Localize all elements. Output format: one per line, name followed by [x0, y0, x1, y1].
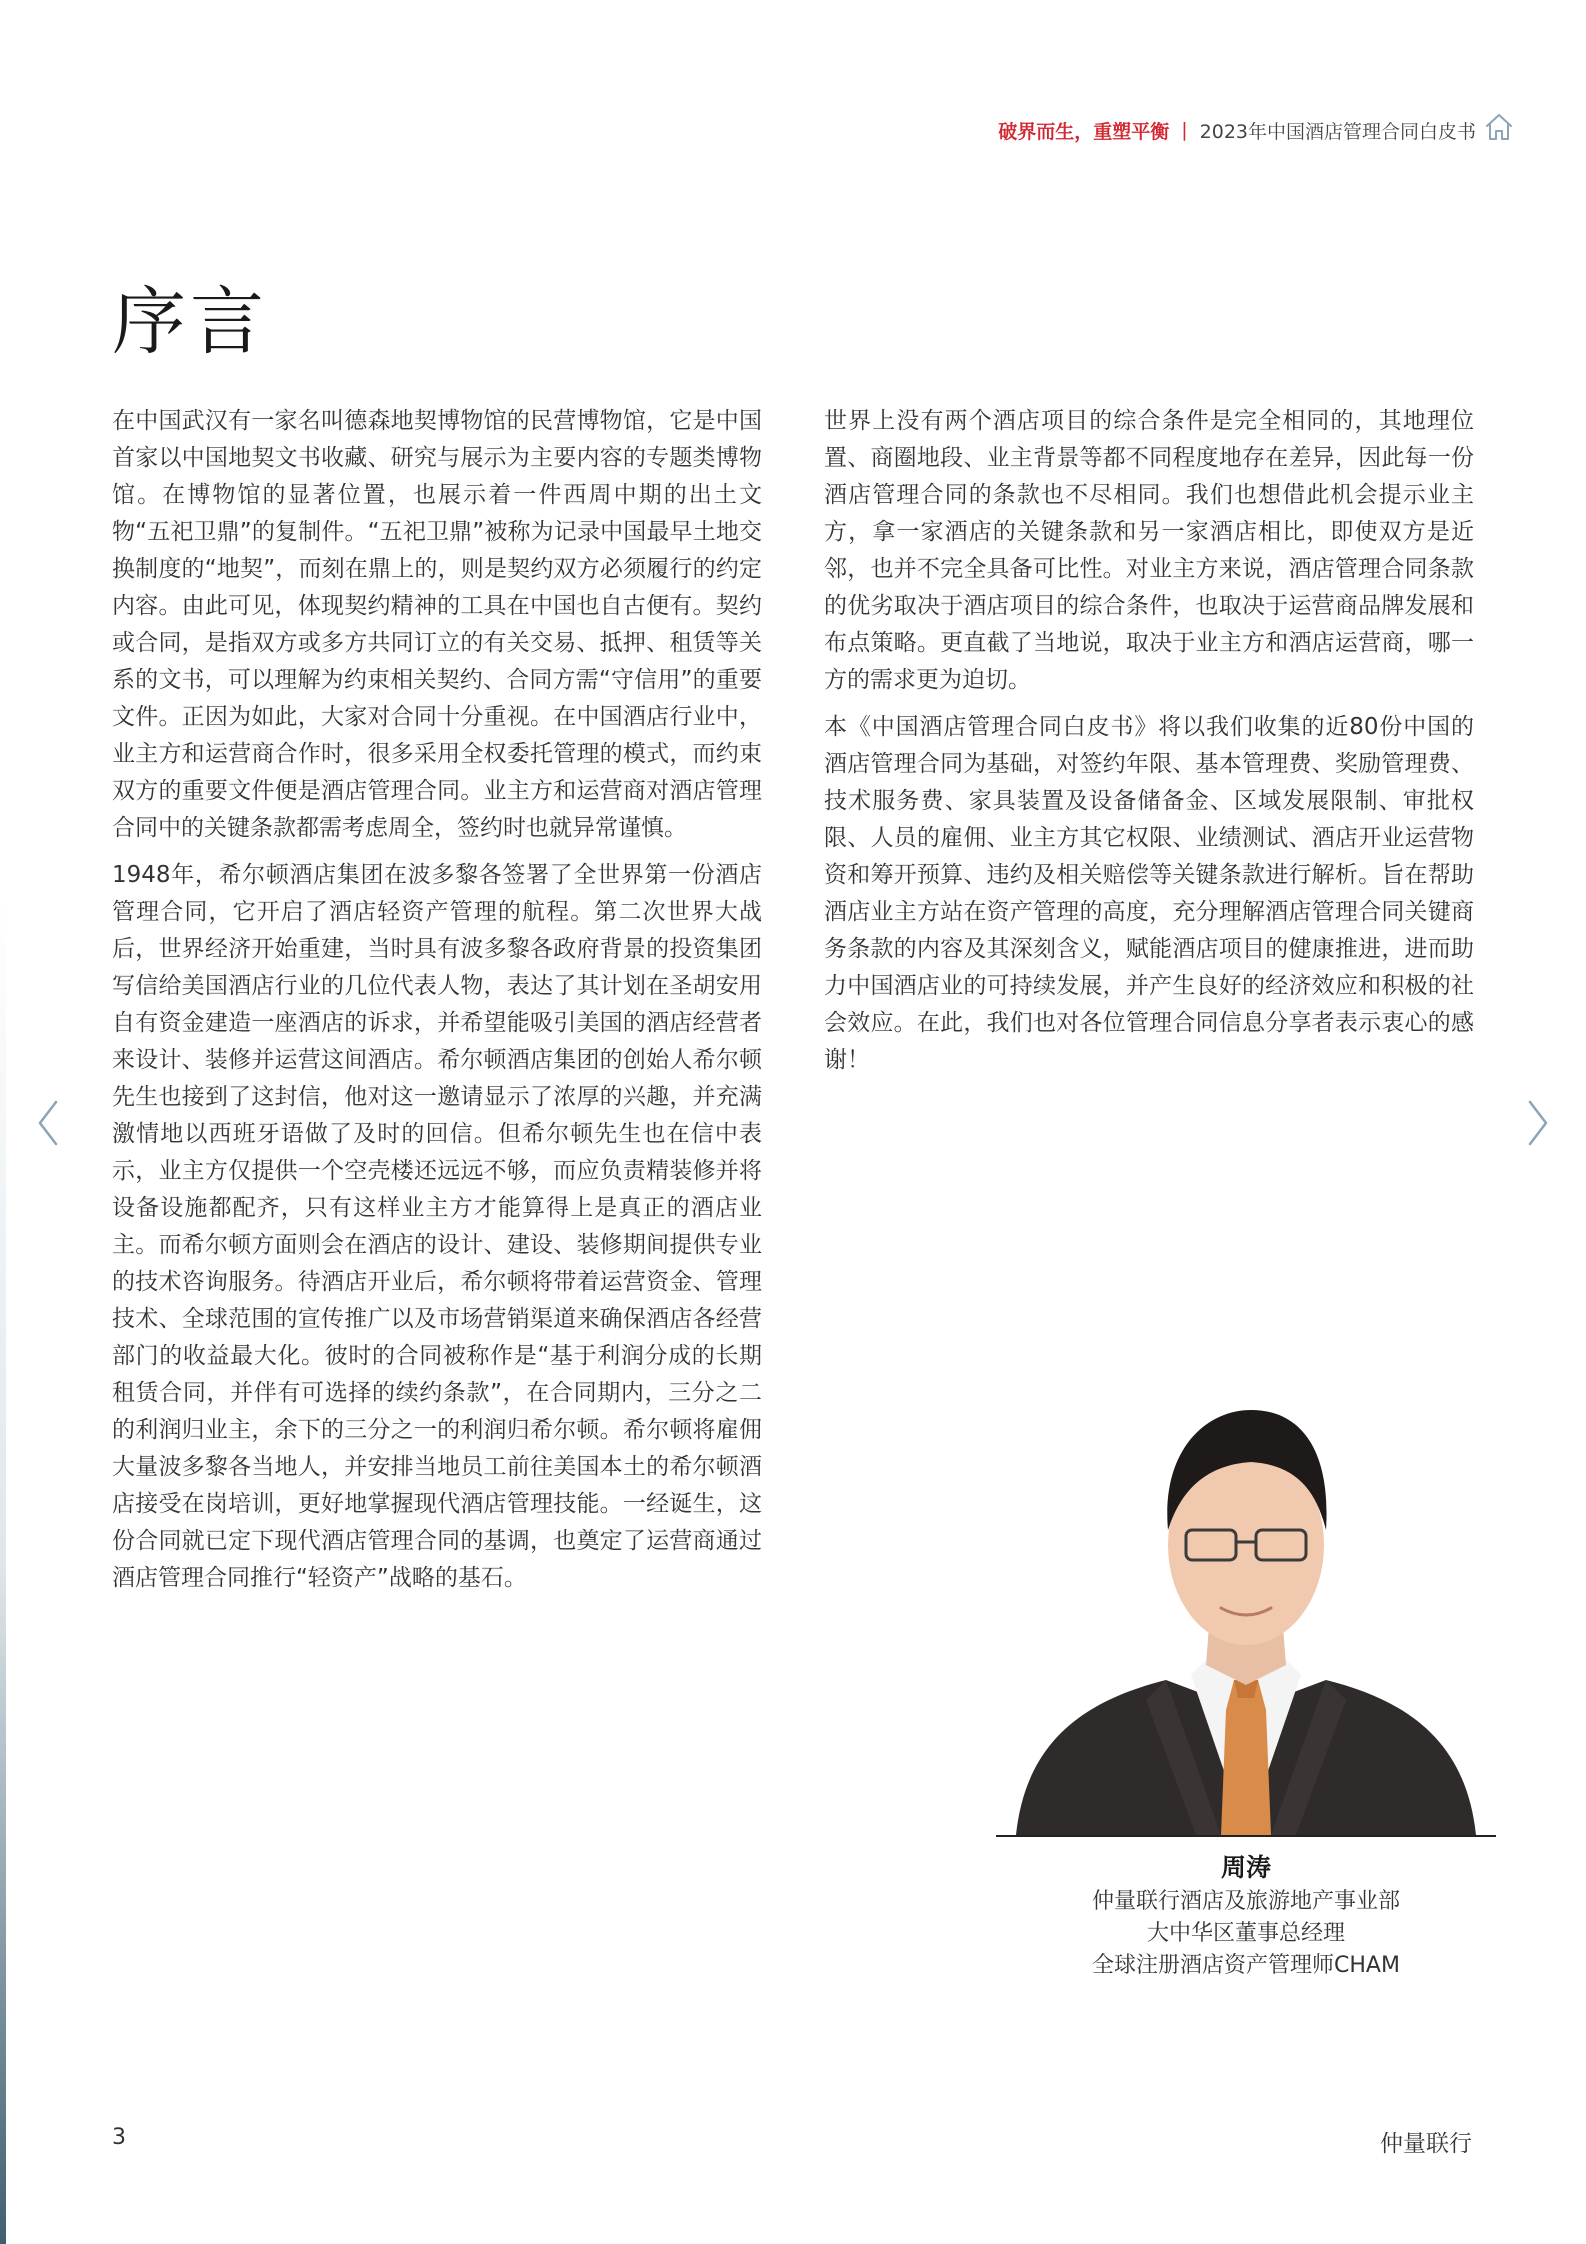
author-title-line: 全球注册酒店资产管理师CHAM	[1092, 1953, 1400, 1978]
home-icon	[1484, 112, 1514, 142]
portrait-divider	[996, 1835, 1496, 1837]
running-header	[998, 110, 1476, 150]
author-name: 周涛	[1220, 1853, 1271, 1882]
page-number: 3	[112, 2125, 126, 2150]
chevron-left-icon	[36, 1100, 60, 1146]
right-text-column	[824, 403, 1474, 1089]
paragraph: 1948年，希尔顿酒店集团在波多黎各签署了全世界第一份酒店管理合同，它开启了酒店轻资产管理的航程。第二次世界大战后，世界经济开始重建，当时具有波多黎各政府背景的投资集团写信给美国酒店行业的几位代表人物，表达了其计划在圣胡安用自有资金建造一座酒店的诉求，并希望能吸引美国的酒店经营者来设计、装修并运营这间酒店。希尔顿酒店集团的创始人希尔顿先生也接到了这封信，他对这一邀请显示了浓厚的兴趣，并充满激情地以西班牙语做了及时的回信。但希尔顿先生也在信中表示，业主方仅提供一个空壳楼还远远不够，而应负责精装修并将设备设施都配齐，只有这样业主方才能算得上是真正的酒店业主。而希尔顿方面则会在酒店的设计、建设、装修期间提供专业的技术咨询服务。待酒店开业后，希尔顿将带着运营资金、管理技术、全球范围的宣传推广以及市场营销渠道来确保酒店各经营部门的收益最大化。彼时的合同被称作是“基于利润分成的长期租赁合同，并伴有可选择的续约条款”，在合同期内，三分之二的利润归业主，余下的三分之一的利润归希尔顿。希尔顿将雇佣大量波多黎各当地人，并安排当地员工前往美国本土的希尔顿酒店接受在岗培训，更好地掌握现代酒店管理技能。一经诞生，这份合同就已定下现代酒店管理合同的基调，也奠定了运营商通过酒店管理合同推行“轻资产”战略的基石。	[112, 862, 762, 1591]
paragraph: 在中国武汉有一家名叫德森地契博物馆的民营博物馆，它是中国首家以中国地契文书收藏、研究与展示为主要内容的专题类博物馆。在博物馆的显著位置，也展示着一件西周中期的出土文物“五祀卫鼎”的复制件。“五祀卫鼎”被称为记录中国最早土地交换制度的“地契”，而刻在鼎上的，则是契约双方必须履行的约定内容。由此可见，体现契约精神的工具在中国也自古便有。契约或合同，是指双方或多方共同订立的有关交易、抵押、租赁等关系的文书，可以理解为约束相关契约、合同方需“守信用”的重要文件。正因为如此，大家对合同十分重视。在中国酒店行业中，业主方和运营商合作时，很多采用全权委托管理的模式，而约束双方的重要文件便是酒店管理合同。业主方和运营商对酒店管理合同中的关键条款都需考虑周全，签约时也就异常谨慎。	[112, 408, 762, 841]
paragraph: 本《中国酒店管理合同白皮书》将以我们收集的近80份中国的酒店管理合同为基础，对签约年限、基本管理费、奖励管理费、技术服务费、家具装置及设备储备金、区域发展限制、审批权限、人员的雇佣、业主方其它权限、业绩测试、酒店开业运营物资和筹开预算、违约及相关赔偿等关键条款进行解析。旨在帮助酒店业主方站在资产管理的高度，充分理解酒店管理合同关键商务条款的内容及其深刻含义，赋能酒店项目的健康推进，进而助力中国酒店业的可持续发展，并产生良好的经济效应和积极的社会效应。在此，我们也对各位管理合同信息分享者表示衷心的感谢！	[824, 714, 1474, 1073]
page-edge-shadow	[0, 0, 6, 2244]
portrait-illustration	[996, 1380, 1496, 1835]
previous-page-button[interactable]	[28, 1098, 68, 1148]
header-report-title: 2023年中国酒店管理合同白皮书	[1199, 120, 1476, 143]
author-caption	[996, 1850, 1496, 1982]
author-portrait	[996, 1380, 1496, 1835]
footer-brand: 仲量联行	[1380, 2131, 1472, 2157]
chevron-right-icon	[1526, 1100, 1550, 1146]
header-tagline: 破界而生，重塑平衡	[998, 120, 1170, 143]
header-separator: |	[1181, 119, 1188, 141]
home-button[interactable]	[1480, 108, 1518, 146]
author-title-line: 仲量联行酒店及旅游地产事业部	[1091, 1889, 1400, 1914]
page-title: 序言	[112, 279, 268, 365]
next-page-button[interactable]	[1518, 1098, 1558, 1148]
paragraph: 世界上没有两个酒店项目的综合条件是完全相同的，其地理位置、商圈地段、业主背景等都不同程度地存在差异，因此每一份酒店管理合同的条款也不尽相同。我们也想借此机会提示业主方，拿一家酒店的关键条款和另一家酒店相比，即使双方是近邻，也并不完全具备可比性。对业主方来说，酒店管理合同条款的优劣取决于酒店项目的综合条件，也取决于运营商品牌发展和布点策略。更直截了当地说，取决于业主方和酒店运营商，哪一方的需求更为迫切。	[824, 408, 1474, 693]
author-title-line: 大中华区董事总经理	[1146, 1921, 1345, 1946]
left-text-column	[112, 403, 762, 1607]
